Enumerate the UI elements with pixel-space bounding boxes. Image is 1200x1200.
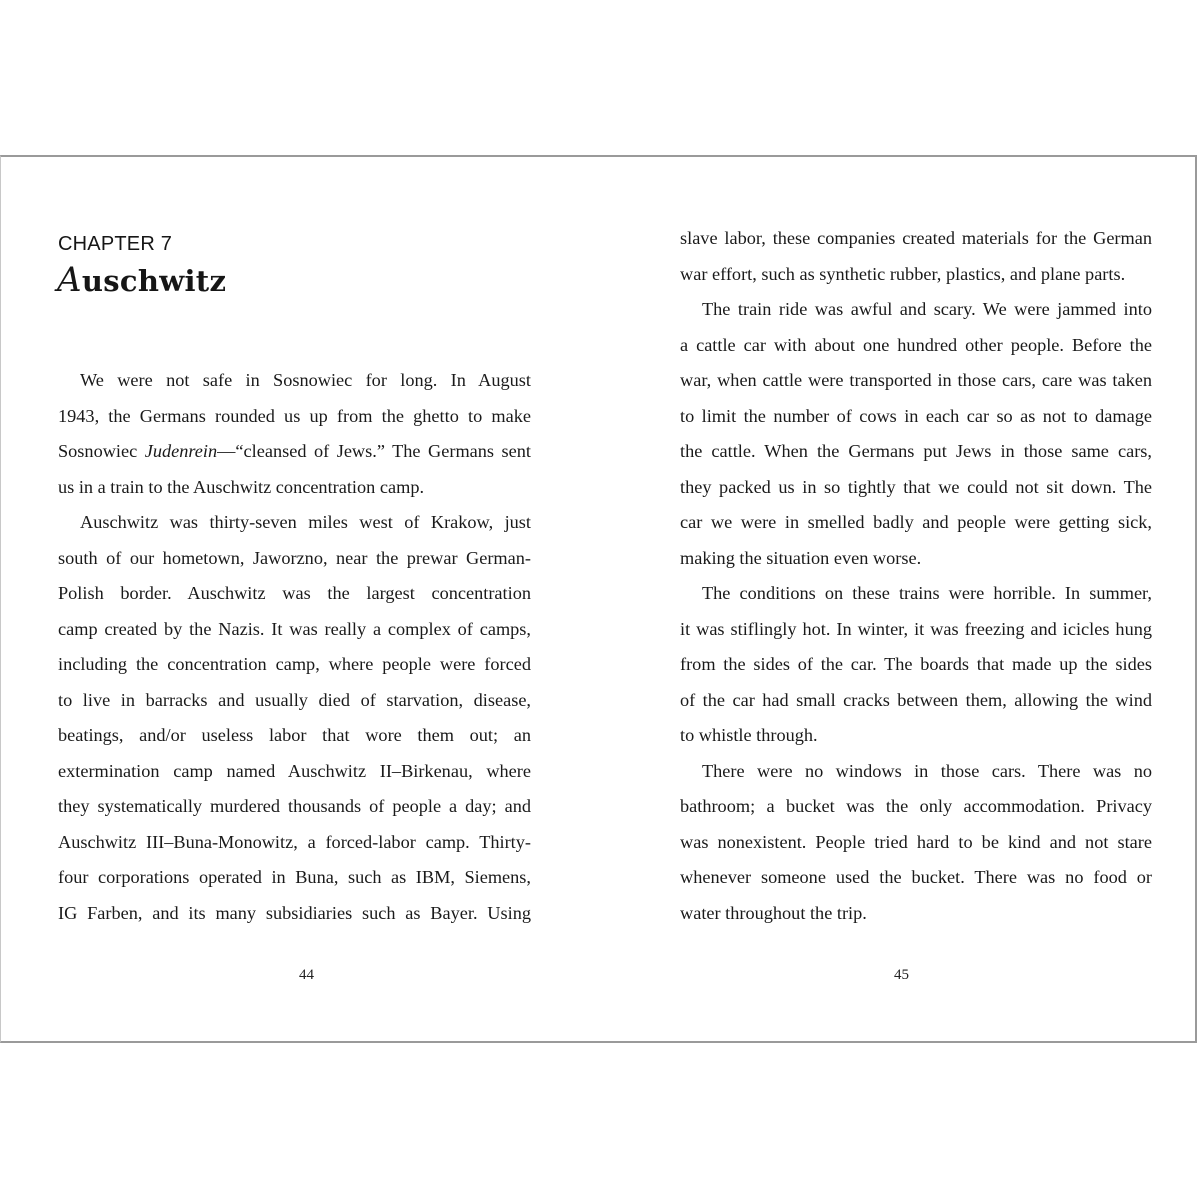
right-page-body-text (680, 221, 1152, 931)
text-line: was nonexistent. People tried hard to be kind and not stare (680, 831, 1152, 852)
text-line: to whistle through. (680, 725, 818, 745)
text-line: IG Farben, and its many subsidiaries such as Bayer. Using (58, 902, 531, 923)
text-line: south of our hometown, Jaworzno, near the prewar German- (58, 547, 531, 568)
text-line: making the situation even worse. (680, 547, 922, 568)
left-page (1, 157, 599, 1041)
text-line: whenever someone used the bucket. There was no food or (680, 867, 1152, 887)
text-line: 1943, the Germans rounded us up from the ghetto to make (58, 405, 531, 426)
chapter-title (57, 260, 226, 300)
text-line: car we were in smelled badly and people were getting sick, (680, 512, 1152, 532)
text-line: slave labor, these companies created materials for the German (680, 228, 1152, 248)
right-page (599, 157, 1197, 1041)
chapter-title-initial: A (57, 260, 82, 300)
text-line: camp created by the Nazis. It was really a complex of camps, (58, 618, 531, 639)
text-line: beatings, and/or useless labor that wore them out; an (58, 725, 531, 745)
page-number-right: 45 (894, 967, 909, 983)
text-line: the cattle. When the Germans put Jews in those same cars, (680, 441, 1152, 461)
text-line: Auschwitz was thirty-seven miles west of Krakow, just (80, 512, 531, 532)
text-line: The train ride was awful and scary. We were jammed into (702, 299, 1152, 319)
text-line: extermination camp named Auschwitz II–Birkenau, where (58, 760, 531, 781)
book-spread (0, 155, 1197, 1043)
text-line: they packed us in so tightly that we could not sit down. The (680, 476, 1152, 497)
text-line: war, when cattle were transported in those cars, care was taken (680, 370, 1152, 390)
text-line: Polish border. Auschwitz was the largest concentration (58, 583, 531, 603)
left-page-body-text (58, 363, 531, 931)
text-line: it was stiflingly hot. In winter, it was freezing and icicles hung (680, 618, 1152, 639)
text-line: war effort, such as synthetic rubber, plastics, and plane parts. (680, 263, 1126, 284)
text-line: of the car had small cracks between them, allowing the wind (680, 689, 1152, 710)
page-number-left: 44 (299, 967, 314, 983)
text-line: bathroom; a bucket was the only accommodation. Privacy (680, 796, 1152, 816)
chapter-label: CHAPTER 7 (58, 233, 173, 255)
text-line: a cattle car with about one hundred other people. Before the (680, 334, 1152, 355)
text-line: The conditions on these trains were horrible. In summer, (702, 583, 1152, 603)
chapter-title-rest: uschwitz (81, 264, 227, 298)
text-line: There were no windows in those cars. There was no (702, 760, 1152, 781)
text-line: they systematically murdered thousands of people a day; and (58, 796, 531, 816)
text-line: to limit the number of cows in each car so as not to damage (680, 405, 1152, 426)
text-line: from the sides of the car. The boards that made up the sides (680, 654, 1152, 674)
text-line: to live in barracks and usually died of starvation, disease, (58, 689, 531, 710)
text-line: Auschwitz III–Buna-Monowitz, a forced-labor camp. Thirty- (58, 831, 531, 852)
text-line: us in a train to the Auschwitz concentration camp. (58, 476, 425, 497)
text-line: water throughout the trip. (680, 902, 867, 923)
text-line: We were not safe in Sosnowiec for long. In August (80, 370, 531, 390)
italic-term: Judenrein (144, 441, 218, 461)
text-line: four corporations operated in Buna, such as IBM, Siemens, (58, 867, 531, 887)
text-line: including the concentration camp, where people were forced (58, 654, 531, 674)
text-line: Sosnowiec Judenrein—“cleansed of Jews.” The Germans sent (58, 441, 531, 461)
